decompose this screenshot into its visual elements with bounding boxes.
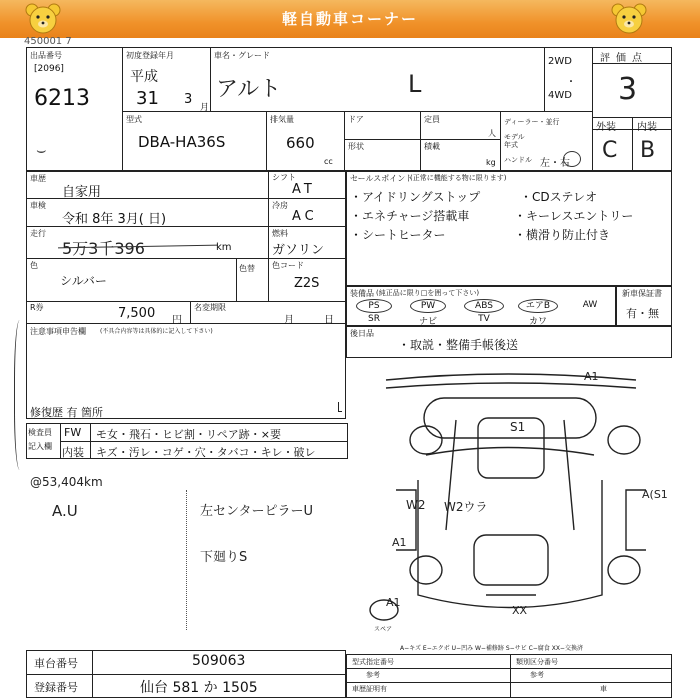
equipment-sr: SR — [368, 314, 380, 324]
capacity-unit: 人 — [488, 129, 496, 138]
note-w2-left: W2 — [406, 498, 426, 512]
notes-label: 注意事項申告欄 — [30, 327, 86, 336]
inspector-label: 検査員 — [28, 428, 52, 437]
equipment-pw: PW — [410, 299, 446, 313]
body-shape-label: 形状 — [348, 142, 364, 151]
doors-label: ドア — [348, 115, 364, 124]
note-a1-left: A1 — [392, 536, 407, 549]
bear-mascot-icon — [610, 2, 648, 36]
displacement-unit: cc — [324, 157, 333, 166]
reference-label: 参考 — [366, 671, 380, 679]
handle-label: ハンドル — [504, 156, 532, 164]
handle-value: 左・右 — [540, 158, 570, 169]
history-cert-car: 車 — [600, 685, 607, 693]
type-label: 型式 — [126, 115, 142, 124]
handwritten-au: A.U — [52, 502, 78, 520]
model-year-label: モデル年式 — [504, 133, 525, 149]
color-code-label: 色コード — [272, 261, 304, 270]
first-reg-year: 31 — [136, 88, 159, 109]
lot-sub: [2096] — [34, 64, 64, 74]
first-reg-label: 初度登録年月 — [126, 51, 174, 60]
exterior-label: 外装 — [596, 122, 616, 133]
repair-history: 修復歴 有 箇所 — [30, 406, 103, 419]
note-a1s1: A(S1 — [642, 488, 668, 501]
inspector-interior: 内装 — [62, 446, 84, 459]
car-grade: L — [408, 70, 422, 98]
chassis-label: 車台番号 — [34, 657, 78, 670]
first-reg-month: 3 — [184, 92, 193, 107]
plate-value: 仙台 581 か 1505 — [140, 680, 258, 696]
mileage-unit: km — [216, 242, 232, 253]
equipment-tv: TV — [478, 314, 490, 324]
inspector-interior-items: キズ・汚レ・コゲ・穴・タバコ・キレ・破レ — [96, 446, 316, 459]
handwritten-pillar: 左センターピラーU — [200, 504, 313, 519]
ac-label: 冷房 — [272, 201, 288, 210]
car-model: アルト — [216, 77, 282, 102]
capacity-label: 定員 — [424, 115, 440, 124]
title-deadline-day: 日 — [324, 315, 334, 326]
selling-point: ・シートヒーター — [350, 228, 446, 242]
first-reg-era: 平成 — [130, 69, 158, 85]
dealer-label: ディーラー・並行 — [504, 118, 560, 126]
inspector-entry-label: 記入欄 — [28, 442, 52, 451]
designation-label: 型式指定番号 — [352, 658, 394, 666]
lot-number: 6213 — [34, 86, 90, 111]
equipment-leather: カワ — [528, 317, 547, 327]
selling-point: ・CDステレオ — [520, 190, 598, 204]
damage-legend: A−キズ E−エクボ U−凹み W−補修跡 S−サビ C−腐食 XX−交換済 — [400, 645, 583, 652]
header-banner — [0, 0, 700, 38]
selling-points-sub: (正常に機能する物に限ります) — [410, 174, 507, 182]
interior-value: B — [640, 138, 656, 163]
title-deadline-month: 月 — [284, 315, 294, 326]
fuel-value: ガソリン — [272, 243, 325, 258]
equipment-ps: PS — [356, 299, 392, 313]
fuel-label: 燃料 — [272, 229, 288, 238]
insurance-label: 新車保証書 — [622, 289, 662, 298]
insurance-value: 有・無 — [626, 307, 659, 320]
bottom-right-block — [346, 654, 672, 698]
handwritten-lower: 下廻りS — [200, 550, 248, 565]
drive-4wd: 4WD — [548, 90, 572, 101]
note-s1: S1 — [510, 420, 526, 434]
score-label: 評価点 — [600, 53, 648, 64]
notes-sub: (不具合内容等は具体的に記入して下さい) — [100, 328, 213, 335]
reference-label: 参考 — [530, 671, 544, 679]
first-reg-month-unit: 月 — [200, 103, 210, 113]
note-w2-right: W2ウラ — [444, 500, 488, 514]
category-label: 類別区分番号 — [516, 658, 558, 666]
note-xx: XX — [512, 604, 528, 617]
selling-point: ・横滑り防止付き — [514, 228, 611, 242]
annotation-bracket — [14, 320, 28, 470]
type-value: DBA-HA36S — [138, 133, 226, 151]
recycle-value: 7,500 — [118, 306, 156, 321]
note-a1-top: A1 — [584, 370, 599, 383]
header-title: 軽自動車コーナー — [281, 10, 418, 28]
usage-value: 自家用 — [62, 185, 102, 200]
recycle-unit: 円 — [172, 315, 182, 326]
ac-value: AC — [292, 209, 318, 224]
equipment-aw: AW — [582, 300, 598, 310]
interior-label: 内装 — [637, 122, 657, 133]
exterior-value: C — [602, 138, 618, 163]
lot-label: 出品番号 — [30, 51, 62, 60]
plate-label: 登録番号 — [34, 681, 78, 694]
title-deadline-label: 名変期限 — [194, 303, 226, 312]
history-cert-label: 車歴証明有 — [352, 685, 387, 693]
color-label: 色 — [30, 261, 38, 270]
name-label: 車名・グレード — [214, 51, 270, 60]
equipment-airbag: エアB — [518, 299, 558, 313]
displacement-label: 排気量 — [270, 115, 294, 124]
mileage-label: 走行 — [30, 229, 46, 238]
inspection-value: 令和 8年 3月( 日) — [62, 212, 167, 227]
equipment-navi: ナビ — [418, 317, 437, 327]
usage-label: 車歴 — [30, 174, 46, 183]
mileage-value: 5万3千396 — [62, 239, 145, 258]
note-a1-bottom: A1 — [386, 596, 401, 609]
handwritten-mileage: @53,404km — [30, 475, 103, 489]
selling-point: ・エネチャージ搭載車 — [350, 209, 470, 223]
post-docs-label: 後日品 — [350, 329, 374, 338]
shift-value: AT — [292, 182, 316, 197]
load-unit: kg — [486, 158, 496, 167]
inspection-label: 車検 — [30, 201, 46, 210]
equipment-abs: ABS — [464, 299, 504, 313]
inspector-fw: FW — [64, 426, 82, 439]
selling-point: ・アイドリングストップ — [350, 190, 481, 204]
color-value: シルバー — [60, 274, 107, 288]
score-value: 3 — [618, 72, 638, 107]
color-change-label: 色替 — [239, 264, 255, 273]
equipment-sub: (純正品に限り□を囲って下さい) — [376, 289, 480, 297]
selling-point: ・キーレスエントリー — [514, 209, 634, 223]
selling-points-label: セールスポイント — [350, 174, 414, 183]
handle-circle — [563, 151, 581, 167]
load-label: 積載 — [424, 142, 440, 151]
top-number: 450001 7 — [24, 36, 72, 45]
equipment-label: 装備品 — [350, 289, 374, 298]
post-docs-value: ・取説・整備手帳後送 — [398, 338, 519, 352]
drive-2wd: 2WD — [548, 56, 572, 67]
inspector-fw-items: モ女・飛石・ヒビ割・リペア跡・×要 — [96, 428, 281, 441]
displacement-value: 660 — [286, 134, 315, 152]
spare-label: スペア — [374, 626, 393, 633]
recycle-label: R券 — [30, 303, 44, 312]
color-code: Z2S — [294, 276, 320, 291]
shift-label: シフト — [272, 173, 296, 182]
chassis-value: 509063 — [192, 653, 246, 669]
